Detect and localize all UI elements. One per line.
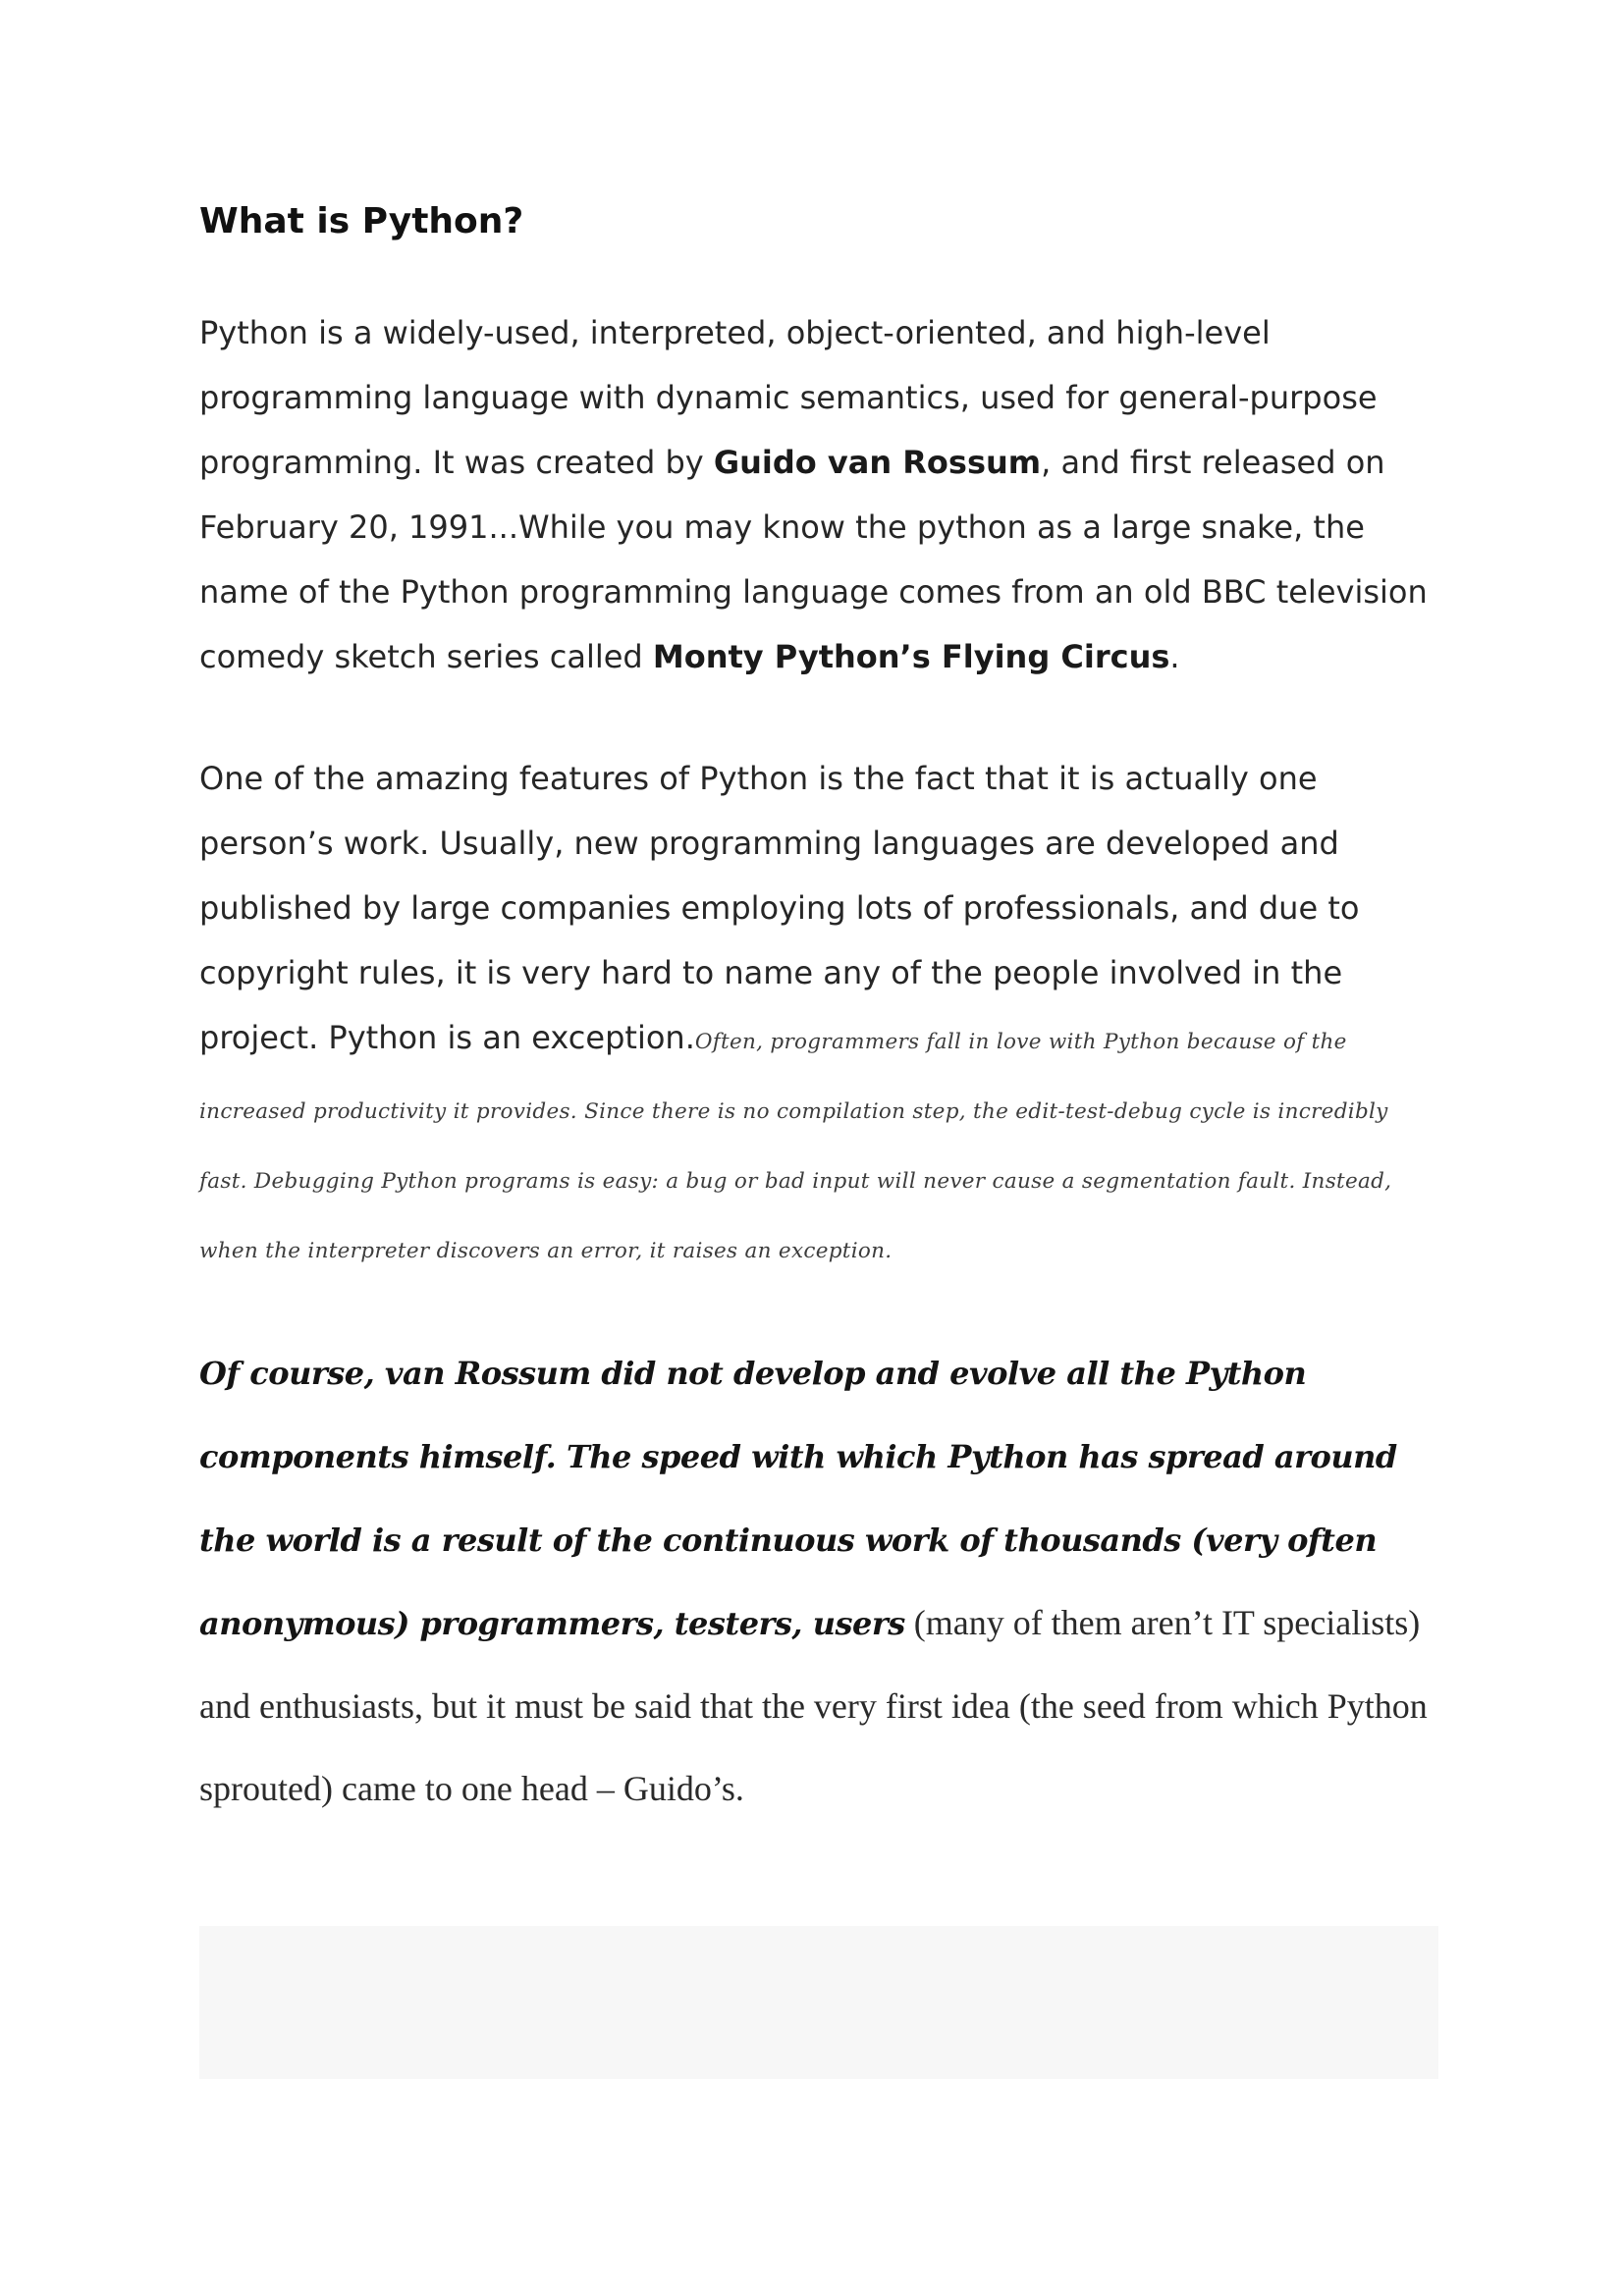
community-script-text: Of course, van Rossum did not develop and evolve all the Python components himself. The speed with which Python has spread around the world is a result of the continuous work of thousands (very often anonymous) programmers, testers, users [199, 1355, 1397, 1642]
intro-text-3: . [1169, 638, 1180, 675]
features-paragraph [199, 746, 1438, 1284]
placeholder-box [199, 1926, 1438, 2079]
creator-name: Guido van Rossum [713, 444, 1042, 481]
intro-text-1: Python is a widely-used, interpreted, object-oriented, and high-level programming language with dynamic semantics, used for general-purpose programming. It was created by [199, 314, 1378, 481]
page-title: What is Python? [199, 201, 524, 241]
features-text: One of the amazing features of Python is the fact that it is actually one person’s work. Usually, new programming languages are developed and published by large companies employing lots of professionals, and due to copyright rules, it is very hard to name any of the people involved in the project. Python is an exception. [199, 760, 1360, 1056]
show-name: Monty Python’s Flying Circus [652, 638, 1170, 675]
intro-paragraph [199, 300, 1438, 689]
productivity-script-text: Often, programmers fall in love with Python because of the increased productivity it provides. Since there is no compilation step, the edit-test-debug cycle is incredibly fast. Debugging Python programs is easy: a bug or bad input will never cause a segmentation fault. Instead, when the interpreter discovers an error, it raises an exception. [199, 1030, 1392, 1263]
community-text: (many of them aren’t IT specialists) and enthusiasts, but it must be said that the very first idea (the seed from which Python sprouted) came to one head – Guido’s. [199, 1603, 1428, 1808]
community-paragraph [199, 1331, 1438, 1830]
intro-text-2: , and first released on February 20, 1991...While you may know the python as a large snake, the name of the Python programming language comes from an old BBC television comedy sketch series called [199, 444, 1428, 675]
